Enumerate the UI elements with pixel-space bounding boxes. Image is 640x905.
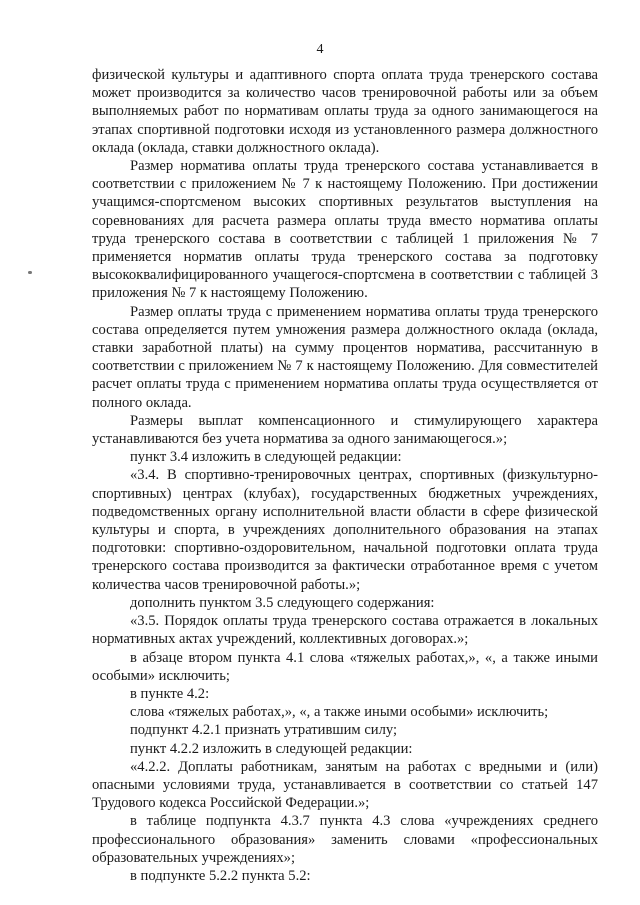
document-body <box>92 66 598 885</box>
paragraph: в пункте 4.2: <box>130 685 210 702</box>
paragraph: «3.4. В спортивно-тренировочных центрах, спортивных (физкультурно-спортивных) центрах (клубах), государственных бюджетных учреждениях, подведомственных органу исполнительной власти области в сфере физической культуры и спорта, в учреждениях дополнительного образования на этапах подготовки: спортивно-оздоровительном, начальной подготовки оплата труда тренерского состава производится за фактически отработанное время с учетом количества часов тренировочной работы.»; <box>92 467 598 593</box>
paragraph: Размеры выплат компенсационного и стимулирующего характера устанавливаются без учета норматива за одного занимающегося.»; <box>92 412 598 448</box>
paragraph: Размер норматива оплаты труда тренерского состава устанавливается в соответствии с приложением № 7 к настоящему Положению. При достижении учащимся-спортсменом высоких спортивных результатов выступления на соревнованиях для расчета размера оплаты труда вместо норматива оплаты труда тренерского состава в соответствии с таблицей 1 приложения № 7 применяется норматив оплаты труда тренерского состава за подготовку высококвалифицированного учащегося-спортсмена в соответствии с таблицей 3 приложения № 7 к настоящему Положению. <box>92 158 598 302</box>
paragraph: в абзаце втором пункта 4.1 слова «тяжелых работах,», «, а также иными особыми» исключить; <box>92 649 598 684</box>
paragraph: физической культуры и адаптивного спорта оплата труда тренерского состава может производится за количество часов тренировочной работы или за объем выполняемых работ по нормативам оплаты труда за одного занимающегося на этапах спортивной подготовки исходя из установленного размера должностного оклада (оклада, ставки должностного оклада). <box>92 67 598 156</box>
paragraph: дополнить пунктом 3.5 следующего содержания: <box>130 594 435 611</box>
paragraph: Размер оплаты труда с применением норматива оплаты труда тренерского состава определяется путем умножения размера должностного оклада (оклада, ставки заработной платы) на сумму процентов норматива, рассчитанную в соответствии с приложением № 7 к настоящему Положению. Для совместителей расчет оплаты труда с применением норматива оплаты труда осуществляется от полного оклада. <box>92 303 598 411</box>
paragraph: пункт 3.4 изложить в следующей редакции: <box>130 449 402 466</box>
paragraph: подпункт 4.2.1 признать утратившим силу; <box>130 722 398 739</box>
scan-speck <box>28 271 32 274</box>
paragraph: слова «тяжелых работах,», «, а также иными особыми» исключить; <box>130 704 549 721</box>
paragraph: «3.5. Порядок оплаты труда тренерского состава отражается в локальных нормативных актах учреждений, коллективных договорах.»; <box>92 613 598 648</box>
paragraph: в таблице подпункта 4.3.7 пункта 4.3 слова «учреждениях среднего профессионального образования» заменить словами «профессиональных образовательных учреждениях»; <box>92 813 598 866</box>
page-number: 4 <box>316 42 324 57</box>
paragraph: «4.2.2. Доплаты работникам, занятым на работах с вредными и (или) опасными условиями труда, устанавливается в соответствии со статьей 147 Трудового кодекса Российской Федерации.»; <box>92 758 598 812</box>
paragraph: пункт 4.2.2 изложить в следующей редакции: <box>130 740 413 757</box>
paragraph: в подпункте 5.2.2 пункта 5.2: <box>130 867 311 884</box>
